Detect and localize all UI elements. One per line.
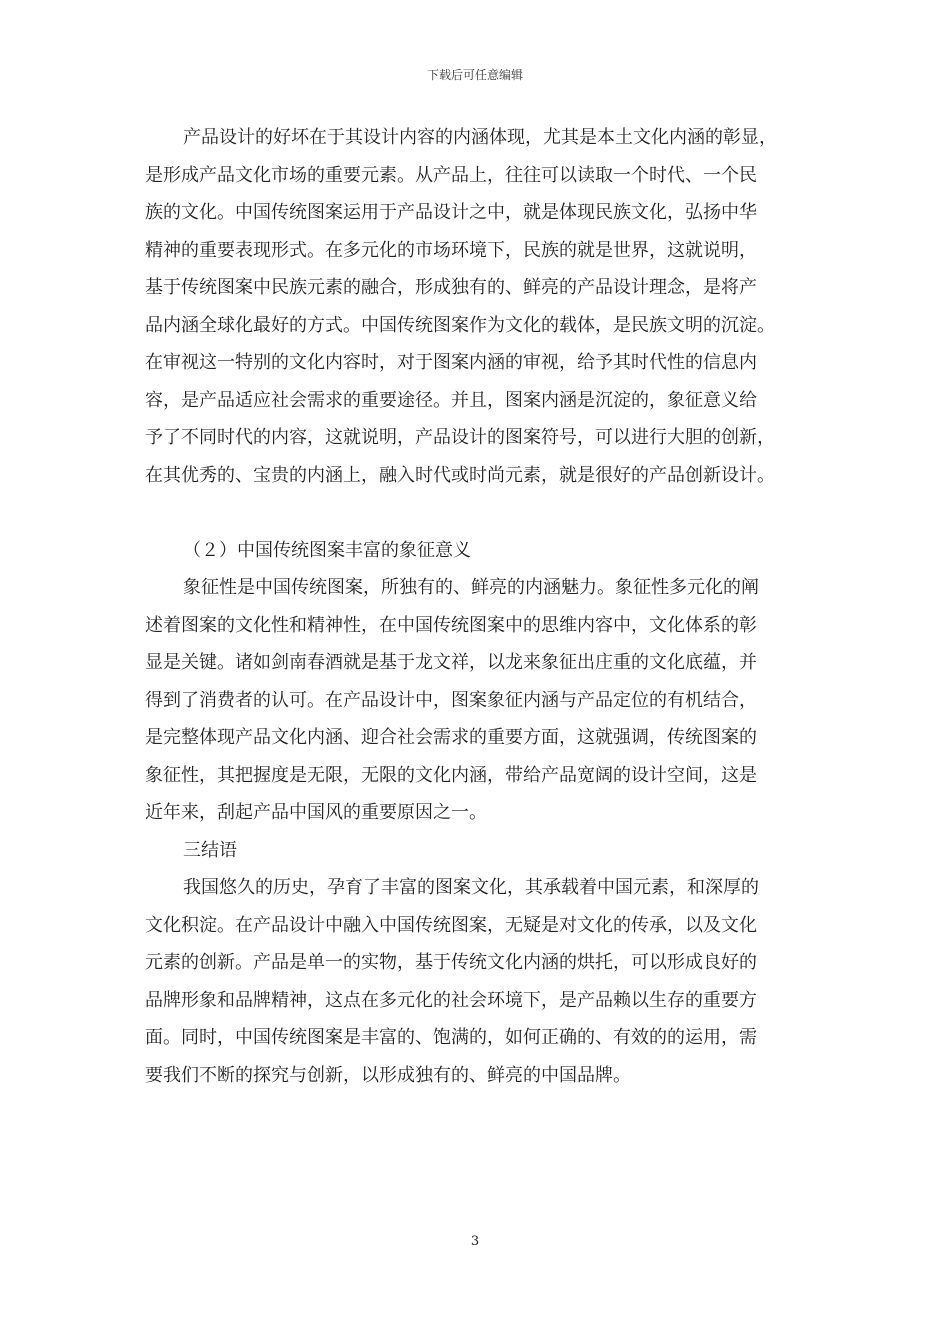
paragraph-line: 容，是产品适应社会需求的重要途径。并且，图案内涵是沉淀的，象征意义给 xyxy=(145,390,757,411)
paragraph-line: 品牌形象和品牌精神，这点在多元化的社会环境下，是产品赖以生存的重要方 xyxy=(145,990,757,1011)
paragraph-line: 是完整体现产品文化内涵、迎合社会需求的重要方面，这就强调，传统图案的 xyxy=(145,727,757,748)
paragraph-line: 显是关键。诸如剑南春酒就是基于龙文祥，以龙来象征出庄重的文化底蕴，并 xyxy=(145,652,757,673)
paragraph-line: 象征性是中国传统图案，所独有的、鲜亮的内涵魅力。象征性多元化的阐 xyxy=(183,577,759,598)
paragraph-line: 要我们不断的探究与创新，以形成独有的、鲜亮的中国品牌。 xyxy=(145,1065,631,1086)
paragraph-line: 在其优秀的、宝贵的内涵上，融入时代或时尚元素，就是很好的产品创新设计。 xyxy=(145,465,775,486)
page-number: 3 xyxy=(470,1234,480,1249)
paragraph-line: 基于传统图案中民族元素的融合，形成独有的、鲜亮的产品设计理念，是将产 xyxy=(145,277,757,298)
section-heading: 三结语 xyxy=(183,840,237,861)
paragraph-line: 近年来，刮起产品中国风的重要原因之一。 xyxy=(145,802,487,823)
paragraph-line: 文化积淀。在产品设计中融入中国传统图案，无疑是对文化的传承，以及文化 xyxy=(145,915,757,936)
section-heading: （２）中国传统图案丰富的象征意义 xyxy=(183,540,471,561)
paragraph-line: 品内涵全球化最好的方式。中国传统图案作为文化的载体，是民族文明的沉淀。 xyxy=(145,315,775,336)
paragraph-line: 予了不同时代的内容，这就说明，产品设计的图案符号，可以进行大胆的创新， xyxy=(145,427,775,448)
paragraph-line: 我国悠久的历史，孕育了丰富的图案文化，其承载着中国元素，和深厚的 xyxy=(183,877,759,898)
paragraph-line: 在审视这一特别的文化内容时，对于图案内涵的审视，给予其时代性的信息内 xyxy=(145,352,757,373)
paragraph-line: 象征性，其把握度是无限，无限的文化内涵，带给产品宽阔的设计空间，这是 xyxy=(145,765,757,786)
paragraph-line: 是形成产品文化市场的重要元素。从产品上，往往可以读取一个时代、一个民 xyxy=(145,165,757,186)
paragraph-line: 精神的重要表现形式。在多元化的市场环境下，民族的就是世界，这就说明， xyxy=(145,240,757,261)
paragraph-line: 产品设计的好坏在于其设计内容的内涵体现，尤其是本土文化内涵的彰显， xyxy=(183,127,777,148)
paragraph-line: 元素的创新。产品是单一的实物，基于传统文化内涵的烘托，可以形成良好的 xyxy=(145,952,757,973)
paragraph-line: 述着图案的文化性和精神性，在中国传统图案中的思维内容中，文化体系的彰 xyxy=(145,615,757,636)
paragraph-line: 得到了消费者的认可。在产品设计中，图案象征内涵与产品定位的有机结合， xyxy=(145,690,757,711)
page-header: 下载后可任意编辑 xyxy=(426,68,523,82)
paragraph-line: 族的文化。中国传统图案运用于产品设计之中，就是体现民族文化，弘扬中华 xyxy=(145,202,757,223)
paragraph-line: 面。同时，中国传统图案是丰富的、饱满的，如何正确的、有效的的运用，需 xyxy=(145,1027,757,1048)
